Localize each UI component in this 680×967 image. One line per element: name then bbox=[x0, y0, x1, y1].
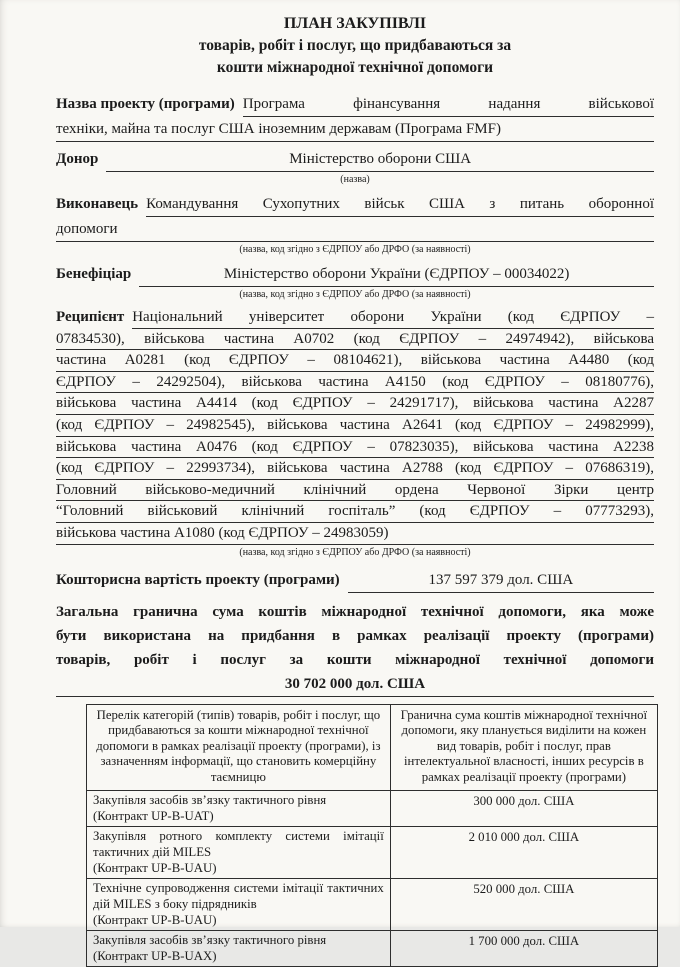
recipient-caption: (назва, код згідно з ЄДРПОУ або ДРФО (за наявності) bbox=[239, 546, 471, 558]
recipient-line-8: (код ЄДРПОУ – 22993734), військова частина А2788 (код ЄДРПОУ – 07686319), bbox=[56, 458, 654, 480]
row-2-contract: (Контракт UP-B-UAU) bbox=[93, 860, 217, 875]
row-4-contract: (Контракт UP-B-UAX) bbox=[93, 948, 217, 963]
recipient-line-4: ЄДРПОУ – 24292504), військова частина А4150 (код ЄДРПОУ – 08180776), bbox=[56, 372, 654, 394]
recipient-line-11: військова частина А1080 (код ЄДРПОУ – 24983059) bbox=[56, 523, 654, 545]
recipient-line-1: Національний університет оборони України (код ЄДРПОУ – bbox=[132, 307, 654, 329]
recipient-line-5: військова частина А4414 (код ЄДРПОУ – 24291717), військова частина А2287 bbox=[56, 393, 654, 415]
field-executor bbox=[56, 192, 654, 257]
project-name-label: Назва проекту (програми) bbox=[56, 96, 235, 112]
recipient-line-9: Головний військово-медичний клінічний ордена Червоної Зірки центр bbox=[56, 480, 654, 502]
field-beneficiary bbox=[56, 262, 654, 302]
beneficiary-caption: (назва, код згідно з ЄДРПОУ або ДРФО (за наявності) bbox=[239, 289, 471, 300]
estimated-cost-value: 137 597 379 дол. США bbox=[348, 568, 654, 593]
donor-value: Міністерство оборони США bbox=[106, 147, 654, 172]
estimated-cost-label: Кошторисна вартість проекту (програми) bbox=[56, 571, 340, 588]
field-total-limit bbox=[56, 600, 654, 697]
project-name-value-line-1: Програма фінансування надання військової bbox=[243, 92, 654, 117]
document-title bbox=[56, 12, 654, 79]
row-3-item: Технічне супроводження системи імітації тактичних дій MILES з боку підрядників bbox=[93, 880, 384, 911]
recipient-line-10: “Головний військовий клінічний госпіталь” (код ЄДРПОУ – 07773293), bbox=[56, 501, 654, 523]
beneficiary-value: Міністерство оборони України (ЄДРПОУ – 00034022) bbox=[139, 262, 654, 287]
table-header-amount: Гранична сума коштів міжнародної технічної допомоги, яку планується виділити на кожен вид товарів, робіт і послуг, прав інтелектуальної власності, інших ресурсів в рамках реалізації проекту (програми) bbox=[390, 704, 657, 790]
total-limit-line-1: Загальна гранична сума коштів міжнародної технічної допомоги, яка може bbox=[56, 603, 654, 620]
row-4-item: Закупівля засобів зв’язку тактичного рівня bbox=[93, 932, 327, 947]
row-4-amount: 1 700 000 дол. США bbox=[390, 930, 657, 966]
recipient-line-2: 07834530), військова частина А0702 (код ЄДРПОУ – 24974942), військова bbox=[56, 329, 654, 351]
table-header-categories: Перелік категорій (типів) товарів, робіт і послуг, що придбаваються за кошти міжнародної технічної допомоги в рамках реалізації проекту (програми), із зазначенням інформації, що становить комерційну таємницю bbox=[87, 704, 391, 790]
table-header-row bbox=[87, 704, 658, 790]
project-name-value-line-2: техніки, майна та послуг США іноземним державам (Програма FMF) bbox=[56, 117, 654, 142]
executor-caption: (назва, код згідно з ЄДРПОУ або ДРФО (за наявності) bbox=[239, 244, 471, 255]
field-donor bbox=[56, 147, 654, 187]
executor-value-line-1: Командування Сухопутних військ США з питань оборонної bbox=[146, 192, 654, 217]
row-3-contract: (Контракт UP-B-UAU) bbox=[93, 912, 217, 927]
recipient-line-3: частина А0281 (код ЄДРПОУ – 08104621), військова частина А4480 (код bbox=[56, 350, 654, 372]
row-1-amount: 300 000 дол. США bbox=[390, 790, 657, 826]
row-1-contract: (Контракт UP-B-UAT) bbox=[93, 808, 214, 823]
total-limit-value: 30 702 000 дол. США bbox=[56, 672, 654, 697]
field-recipient bbox=[56, 307, 654, 560]
total-limit-line-3: товарів, робіт і послуг за кошти міжнародної технічної допомоги bbox=[56, 651, 654, 668]
donor-caption: (назва) bbox=[340, 174, 370, 185]
recipient-label: Реципієнт bbox=[56, 309, 125, 325]
field-project-name bbox=[56, 92, 654, 142]
row-2-amount: 2 010 000 дол. США bbox=[390, 826, 657, 878]
row-3-amount: 520 000 дол. США bbox=[390, 878, 657, 930]
recipient-line-6: (код ЄДРПОУ – 24982545), військова частина А2641 (код ЄДРПОУ – 24982999), bbox=[56, 415, 654, 437]
table-row bbox=[87, 826, 658, 878]
title-line-2: товарів, робіт і послуг, що придбаваються за bbox=[198, 37, 512, 54]
row-2-item: Закупівля ротного комплекту системи імітації тактичних дій MILES bbox=[93, 828, 384, 859]
executor-label: Виконавець bbox=[56, 196, 139, 212]
total-limit-line-2: бути використана на придбання в рамках реалізації проекту (програми) bbox=[56, 627, 654, 644]
title-line-1: ПЛАН ЗАКУПІВЛІ bbox=[283, 15, 427, 32]
table-row bbox=[87, 930, 658, 966]
procurement-table bbox=[86, 704, 658, 967]
row-1-item: Закупівля засобів зв’язку тактичного рівня bbox=[93, 792, 327, 807]
table-row bbox=[87, 878, 658, 930]
executor-value-line-2: допомоги bbox=[56, 217, 654, 242]
donor-label: Донор bbox=[56, 151, 99, 167]
field-estimated-cost bbox=[56, 568, 654, 593]
beneficiary-label: Бенефіціар bbox=[56, 266, 132, 282]
title-line-3: кошти міжнародної технічної допомоги bbox=[216, 59, 494, 76]
table-row bbox=[87, 790, 658, 826]
recipient-line-7: військова частина А0476 (код ЄДРПОУ – 07823035), військова частина А2238 bbox=[56, 437, 654, 459]
